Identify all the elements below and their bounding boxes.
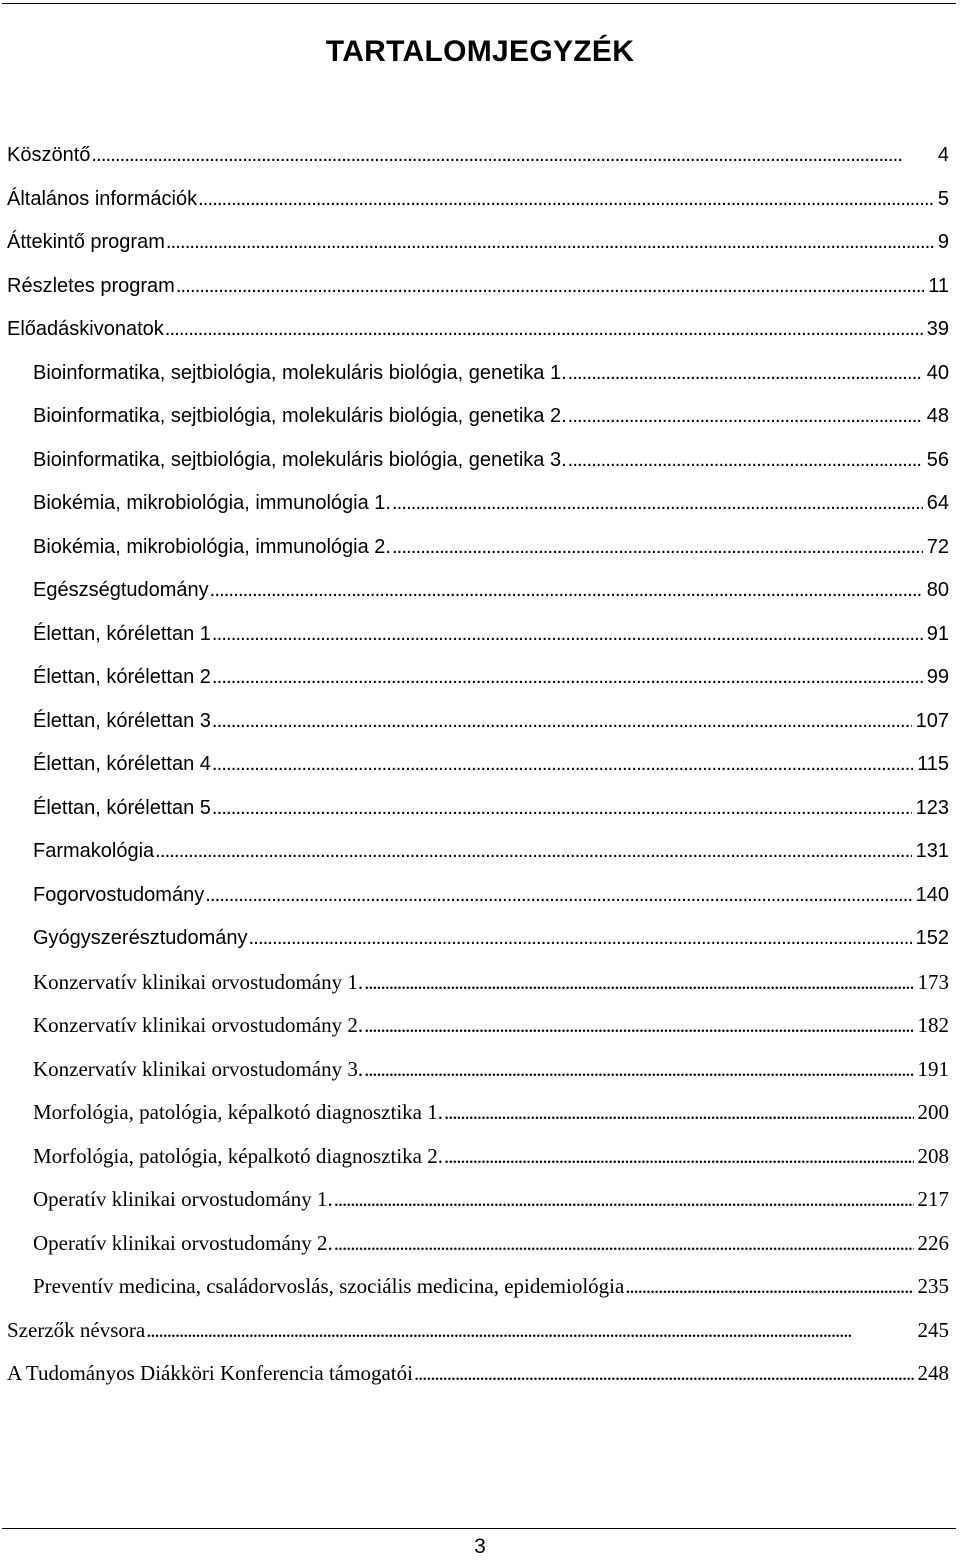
toc-dot-leader <box>364 961 913 1005</box>
toc-entry-label[interactable]: Részletes program <box>7 274 175 297</box>
toc-entry[interactable] <box>0 482 949 526</box>
toc-entry[interactable] <box>0 1004 949 1048</box>
toc-entry-page-number[interactable]: 131 <box>915 840 949 862</box>
toc-dot-leader <box>176 265 924 309</box>
toc-dot-leader <box>392 526 923 570</box>
toc-entry-page-number[interactable]: 182 <box>917 1013 949 1037</box>
toc-entry[interactable] <box>0 917 949 961</box>
toc-dot-leader <box>212 613 923 657</box>
toc-entry[interactable] <box>0 874 949 918</box>
toc-entry[interactable] <box>0 1265 949 1309</box>
toc-dot-leader <box>146 1309 913 1353</box>
toc-entry-label[interactable]: Élettan, kórélettan 5 <box>33 796 211 819</box>
toc-entry[interactable] <box>0 352 949 396</box>
toc-entry[interactable] <box>0 656 949 700</box>
toc-dot-leader <box>91 134 933 178</box>
toc-entry-label[interactable]: Élettan, kórélettan 1 <box>33 622 211 645</box>
toc-entry-label[interactable]: Biokémia, mikrobiológia, immunológia 1. <box>33 492 391 514</box>
toc-dot-leader <box>334 1222 914 1266</box>
toc-entry-label[interactable]: Áttekintő program <box>7 231 165 253</box>
toc-entry-label[interactable]: Egészségtudomány <box>33 579 209 601</box>
toc-entry[interactable] <box>0 613 949 657</box>
toc-entry-label[interactable]: Morfológia, patológia, képalkotó diagnosztika 1. <box>33 1100 443 1124</box>
toc-entry-label[interactable]: Bioinformatika, sejtbiológia, molekuláris biológia, genetika 1. <box>33 361 567 384</box>
toc-entry-page-number[interactable]: 72 <box>926 535 949 558</box>
toc-entry-page-number[interactable]: 5 <box>937 187 949 210</box>
toc-dot-leader <box>334 1178 914 1222</box>
toc-entry-page-number[interactable]: 152 <box>915 927 949 949</box>
toc-entry-page-number[interactable]: 248 <box>917 1361 949 1385</box>
toc-entry[interactable] <box>0 395 949 439</box>
toc-entry-page-number[interactable]: 245 <box>917 1317 949 1342</box>
toc-entry-page-number[interactable]: 173 <box>917 969 949 994</box>
toc-entry-label[interactable]: A Tudományos Diákköri Konferencia támogatói <box>7 1361 413 1385</box>
toc-entry[interactable] <box>0 134 949 178</box>
page-number: 3 <box>474 1535 486 1558</box>
toc-dot-leader <box>155 830 911 874</box>
toc-entry-page-number[interactable]: 217 <box>917 1187 949 1211</box>
toc-entry[interactable] <box>0 1135 949 1179</box>
toc-dot-leader <box>444 1135 914 1179</box>
toc-dot-leader <box>568 439 923 483</box>
toc-entry-page-number[interactable]: 11 <box>928 274 949 297</box>
toc-entry-page-number[interactable]: 123 <box>915 796 949 819</box>
toc-dot-leader <box>414 1352 914 1396</box>
toc-entry[interactable] <box>0 1091 949 1135</box>
toc-entry-label[interactable]: Bioinformatika, sejtbiológia, molekuláris biológia, genetika 3. <box>33 448 567 471</box>
toc-entry[interactable] <box>0 221 949 265</box>
toc-entry-page-number[interactable]: 115 <box>917 753 949 775</box>
toc-entry-page-number[interactable]: 4 <box>937 144 949 166</box>
toc-dot-leader <box>249 917 912 961</box>
toc-entry[interactable] <box>0 787 949 831</box>
table-of-contents <box>0 134 960 1396</box>
toc-entry-page-number[interactable]: 80 <box>926 579 949 601</box>
toc-entry-label[interactable]: Köszöntő <box>7 144 91 166</box>
toc-entry-label[interactable]: Konzervatív klinikai orvostudomány 2. <box>33 1013 364 1037</box>
toc-dot-leader <box>205 874 911 918</box>
toc-entry-page-number[interactable]: 64 <box>926 492 949 514</box>
toc-dot-leader <box>625 1265 913 1309</box>
toc-dot-leader <box>212 700 912 744</box>
toc-entry-page-number[interactable]: 191 <box>917 1056 949 1081</box>
toc-dot-leader <box>568 395 923 439</box>
toc-entry-label[interactable]: Bioinformatika, sejtbiológia, molekuláris biológia, genetika 2. <box>33 405 567 427</box>
toc-entry-page-number[interactable]: 40 <box>926 361 949 384</box>
toc-entry-page-number[interactable]: 200 <box>917 1100 949 1124</box>
header-rule <box>2 3 956 4</box>
toc-entry-page-number[interactable]: 9 <box>937 231 949 253</box>
toc-dot-leader <box>364 1048 913 1092</box>
toc-entry-label[interactable]: Konzervatív klinikai orvostudomány 3. <box>33 1056 364 1081</box>
toc-entry-label[interactable]: Élettan, kórélettan 4 <box>33 753 211 775</box>
toc-dot-leader <box>198 178 934 222</box>
toc-dot-leader <box>568 352 923 396</box>
toc-entry-page-number[interactable]: 48 <box>926 405 949 427</box>
toc-entry-page-number[interactable]: 208 <box>917 1143 949 1168</box>
toc-dot-leader <box>364 1004 913 1048</box>
toc-dot-leader <box>392 482 923 526</box>
toc-entry-label[interactable]: Farmakológia <box>33 840 155 862</box>
toc-entry[interactable] <box>0 700 949 744</box>
toc-entry-page-number[interactable]: 91 <box>926 622 949 645</box>
toc-entry[interactable] <box>0 439 949 483</box>
toc-entry[interactable] <box>0 569 949 613</box>
toc-entry-label[interactable]: Preventív medicina, családorvoslás, szociális medicina, epidemiológia <box>33 1274 625 1298</box>
footer-rule <box>2 1528 956 1529</box>
toc-entry[interactable] <box>0 526 949 570</box>
toc-entry-page-number[interactable]: 39 <box>926 318 949 340</box>
toc-dot-leader <box>212 656 923 700</box>
toc-dot-leader <box>444 1091 914 1135</box>
toc-entry-label[interactable]: Szerzők névsora <box>7 1317 146 1342</box>
toc-entry[interactable] <box>0 178 949 222</box>
toc-entry-label[interactable]: Konzervatív klinikai orvostudomány 1. <box>33 969 364 994</box>
toc-entry[interactable] <box>0 308 949 352</box>
toc-entry[interactable] <box>0 1048 949 1092</box>
toc-entry[interactable] <box>0 1309 949 1353</box>
toc-dot-leader <box>166 221 934 265</box>
toc-entry-label[interactable]: Gyógyszerésztudomány <box>33 927 248 949</box>
toc-entry-label[interactable]: Biokémia, mikrobiológia, immunológia 2. <box>33 535 391 558</box>
toc-entry[interactable] <box>0 743 949 787</box>
toc-dot-leader <box>165 308 923 352</box>
toc-entry[interactable] <box>0 961 949 1005</box>
toc-entry[interactable] <box>0 1222 949 1266</box>
toc-entry-label[interactable]: Operatív klinikai orvostudomány 1. <box>33 1187 333 1211</box>
page-title: TARTALOMJEGYZÉK <box>325 35 635 68</box>
toc-entry-page-number[interactable]: 235 <box>917 1274 949 1298</box>
toc-dot-leader <box>210 569 923 613</box>
toc-entry[interactable] <box>0 1352 949 1396</box>
toc-dot-leader <box>212 743 913 787</box>
toc-entry[interactable] <box>0 1178 949 1222</box>
toc-entry-page-number[interactable]: 107 <box>915 709 949 732</box>
toc-entry-label[interactable]: Élettan, kórélettan 3 <box>33 709 211 732</box>
toc-entry[interactable] <box>0 265 949 309</box>
toc-entry-page-number[interactable]: 226 <box>917 1230 949 1255</box>
toc-entry-label[interactable]: Élettan, kórélettan 2 <box>33 666 211 688</box>
toc-entry-label[interactable]: Előadáskivonatok <box>7 318 164 340</box>
toc-entry-label[interactable]: Operatív klinikai orvostudomány 2. <box>33 1230 333 1255</box>
toc-entry-page-number[interactable]: 140 <box>915 883 949 906</box>
toc-entry-label[interactable]: Fogorvostudomány <box>33 883 205 906</box>
toc-entry-page-number[interactable]: 56 <box>926 448 949 471</box>
toc-entry-page-number[interactable]: 99 <box>926 666 949 688</box>
toc-entry[interactable] <box>0 830 949 874</box>
toc-entry-label[interactable]: Általános információk <box>7 187 198 210</box>
toc-dot-leader <box>212 787 912 831</box>
toc-entry-label[interactable]: Morfológia, patológia, képalkotó diagnosztika 2. <box>33 1143 443 1168</box>
